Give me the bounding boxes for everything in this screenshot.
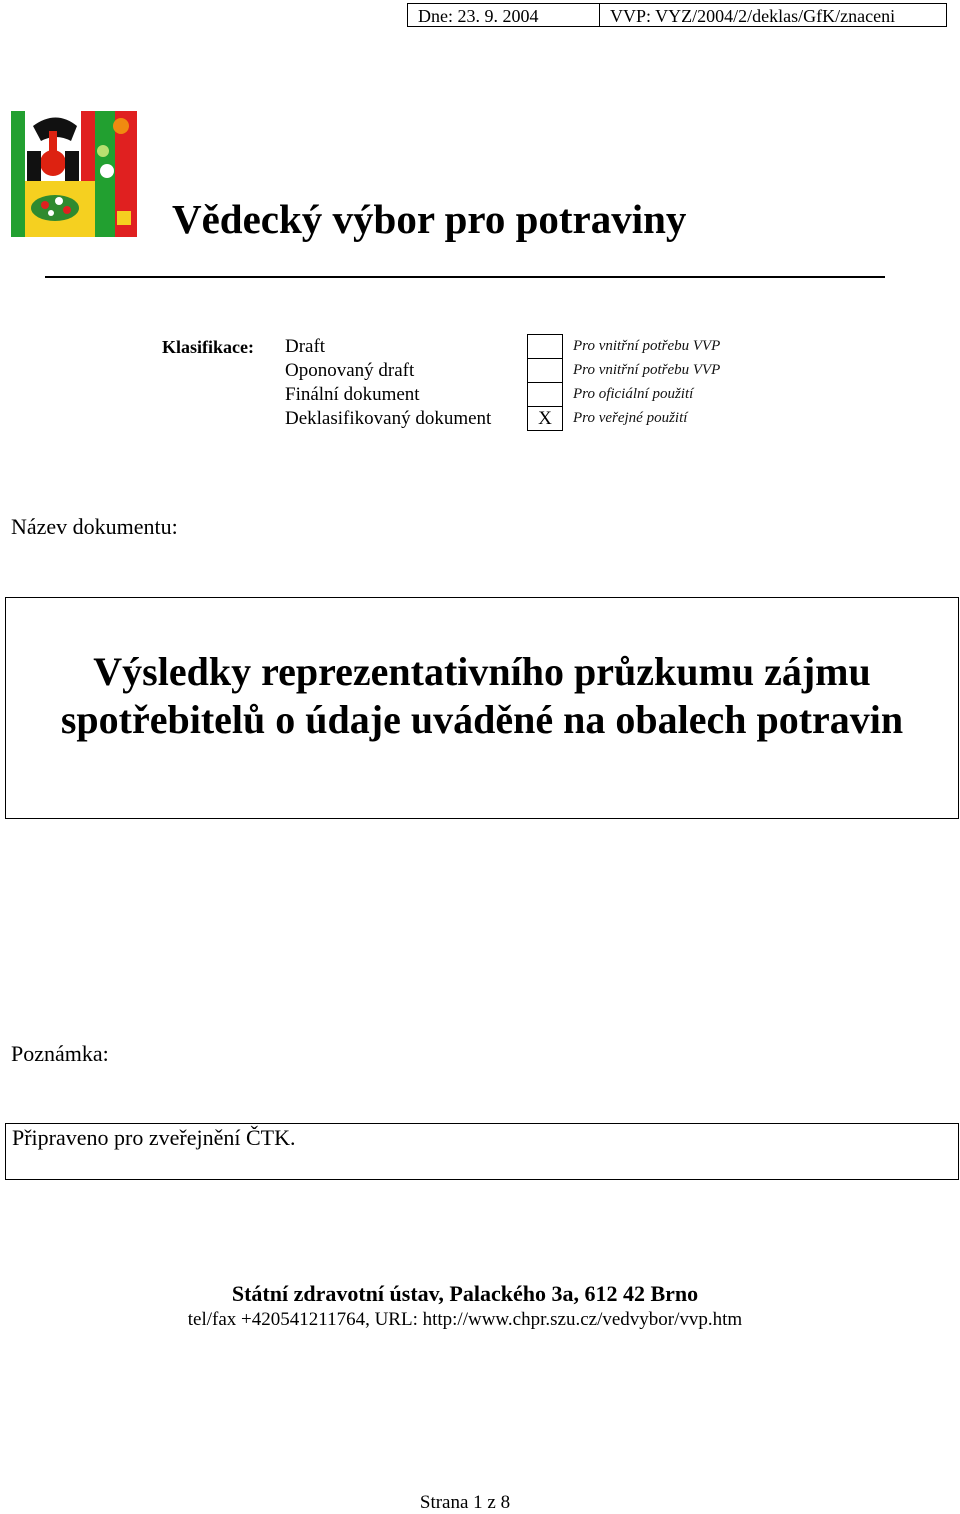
classification-checkbox[interactable]: [527, 334, 563, 359]
classification-level: Finální dokument: [285, 384, 420, 405]
usage-text: Pro veřejné použití: [573, 410, 688, 426]
document-name-label: Název dokumentu:: [11, 514, 178, 539]
header-date: Dne: 23. 9. 2004: [408, 4, 600, 26]
institution-contact: tel/fax +420541211764, URL: http://www.chpr.szu.cz/vedvybor/vvp.htm: [187, 1309, 743, 1330]
page-title: Vědecký výbor pro potraviny: [172, 196, 687, 242]
document-name-line: Výsledky reprezentativního průzkumu zájmu: [93, 649, 871, 694]
document-header: [407, 3, 947, 27]
classification-level: Draft: [285, 336, 326, 357]
institution-name: Státní zdravotní ústav, Palackého 3a, 612 42 Brno: [231, 1281, 699, 1306]
classification-checkbox[interactable]: X: [527, 407, 563, 431]
header-reference: VVP: VYZ/2004/2/deklas/GfK/znaceni: [610, 6, 896, 26]
page-number: Strana 1 z 8: [419, 1492, 511, 1513]
classification-checkbox[interactable]: [527, 359, 563, 383]
classification-label: Klasifikace:: [162, 337, 254, 357]
usage-text: Pro vnitřní potřebu VVP: [573, 362, 721, 378]
title-divider: [45, 276, 885, 278]
note-label: Poznámka:: [11, 1041, 109, 1066]
usage-text: Pro oficiální použití: [573, 386, 694, 402]
note-box: Připraveno pro zveřejnění ČTK.: [5, 1123, 959, 1180]
classification-checkbox[interactable]: [527, 383, 563, 407]
food-collage-logo-icon: [11, 111, 137, 237]
document-name-box: [5, 597, 959, 819]
classification-level: Oponovaný draft: [285, 360, 415, 381]
classification-levels: [285, 335, 491, 431]
usage-text: Pro vnitřní potřebu VVP: [573, 338, 721, 354]
classification-usage: [573, 334, 720, 430]
classification-checkboxes: [527, 334, 563, 431]
document-name-line: spotřebitelů o údaje uváděné na obalech potravin: [60, 697, 904, 742]
classification-level: Deklasifikovaný dokument: [285, 408, 492, 429]
